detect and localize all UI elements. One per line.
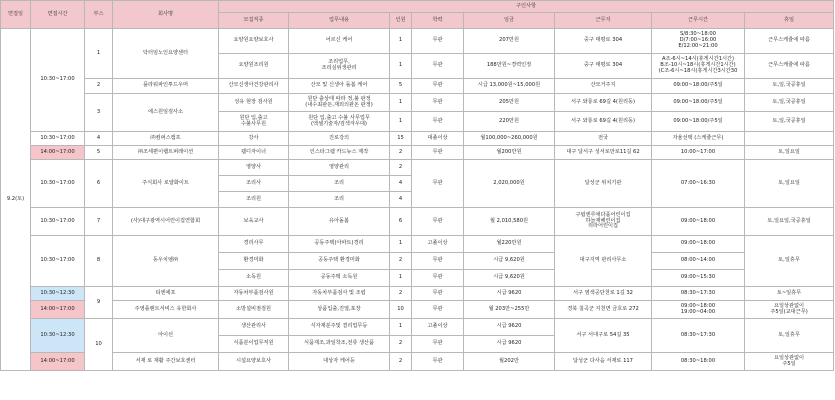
count-cell: 2 <box>390 160 412 176</box>
table-row <box>1 208 834 236</box>
table-row <box>1 79 834 94</box>
place-cell: 중구 태평로 304 <box>555 29 652 54</box>
count-cell: 1 <box>390 319 412 336</box>
count-cell: 1 <box>390 54 412 79</box>
work-cell: 원단 출상태 따라 정,불 판정 (내수최판돈,재외의판돈 판정) <box>289 94 390 112</box>
job-cell: 요양원조리원 <box>219 54 289 79</box>
wage-cell: 2,020,000원 <box>464 160 555 208</box>
hours-cell: 09:00~18:00 19:00~04:00 <box>652 301 745 319</box>
job-cell: 생산관리사 <box>219 319 289 336</box>
hours-cell: 09:00~18:00/주5일 <box>652 79 745 94</box>
company-cell: 동우치엠㈜ <box>113 236 219 287</box>
edu-cell: 고졸이상 <box>412 236 464 253</box>
job-cell: 원단 입,출고 수불사무원 <box>219 112 289 132</box>
edu-cell: 고졸이상 <box>412 319 464 336</box>
holiday-cell: 토,일요일,국공휴일 <box>745 208 834 236</box>
table-row <box>1 132 834 146</box>
count-cell: 10 <box>390 301 412 319</box>
work-cell: 조리업무, 조리실위생관리 <box>289 54 390 79</box>
job-cell: 환경미화 <box>219 253 289 270</box>
booth-cell: 10 <box>85 319 113 371</box>
header-count: 인원 <box>390 13 412 29</box>
count-cell: 6 <box>390 208 412 236</box>
edu-cell: 무관 <box>412 160 464 208</box>
hours-cell: 08:00~14:00 <box>652 253 745 270</box>
count-cell: 1 <box>390 29 412 54</box>
header-booth: 부스 <box>85 1 113 29</box>
work-cell: 공동주택 소독원 <box>289 270 390 287</box>
header-date: 면접일 <box>1 1 31 29</box>
place-cell: 달성군 다사읍 서재로 117 <box>555 353 652 371</box>
count-cell: 4 <box>390 176 412 192</box>
edu-cell: 무관 <box>412 336 464 353</box>
edu-cell: 무관 <box>412 270 464 287</box>
job-cell: 소독원 <box>219 270 289 287</box>
edu-cell: 무관 <box>412 94 464 112</box>
job-cell: 조리사 <box>219 176 289 192</box>
wage-cell: 월202만 <box>464 353 555 371</box>
job-cell: 경리사무 <box>219 236 289 253</box>
booth-cell: 6 <box>85 160 113 208</box>
company-cell: 서재 로 재활 주간보호센터 <box>113 353 219 371</box>
wage-cell: 월 2,010,580원 <box>464 208 555 236</box>
job-cell: 식품분이업무직원 <box>219 336 289 353</box>
work-cell: 영양관리 <box>289 160 390 176</box>
hours-cell: 08:30~17:30 <box>652 319 745 353</box>
time-cell: 10:30~17:00 <box>31 208 85 236</box>
holiday-cell: 요일상관없이 주5일 <box>745 353 834 371</box>
wage-cell: 205만원 <box>464 94 555 112</box>
job-cell: 조리원 <box>219 192 289 208</box>
place-cell: 대구지역 관리사무소 <box>555 236 652 287</box>
time-cell: 10:30~12:30 <box>31 319 85 353</box>
hours-cell: 07:00~16:30 <box>652 160 745 208</box>
holiday-cell: 토,일휴무 <box>745 236 834 287</box>
place-cell: 서구 서대구로 54길 35 <box>555 319 652 353</box>
table-row <box>1 353 834 371</box>
company-cell: 아이선 <box>113 319 219 353</box>
hours-cell: A조-6시~14시(휴게시간1시간) B조-10시~18시(휴게시간1시간) (C조-6시~18시(휴게시간3시간30 <box>652 54 745 79</box>
count-cell: 2 <box>390 146 412 160</box>
edu-cell: 무관 <box>412 208 464 236</box>
count-cell: 1 <box>390 270 412 287</box>
time-cell: 10:30~17:00 <box>31 29 85 132</box>
hours-cell: S/8:30~18:00 D/7:00~16:00 E/12:00~21:00 <box>652 29 745 54</box>
wage-cell: 월200만원 <box>464 146 555 160</box>
work-cell: 유아돌봄 <box>289 208 390 236</box>
edu-cell: 무관 <box>412 146 464 160</box>
count-cell: 1 <box>390 112 412 132</box>
count-cell: 4 <box>390 192 412 208</box>
job-cell: 강사 <box>219 132 289 146</box>
count-cell: 2 <box>390 287 412 301</box>
work-cell: 어르신 케어 <box>289 29 390 54</box>
booth-cell: 1 <box>85 29 113 79</box>
work-cell: 조리 <box>289 192 390 208</box>
booth-cell: 2 <box>85 79 113 94</box>
edu-cell: 대졸이상 <box>412 132 464 146</box>
edu-cell: 무관 <box>412 353 464 371</box>
work-cell: 대상자 케어등 <box>289 353 390 371</box>
holiday-cell: 토,일휴무 <box>745 319 834 353</box>
job-cell: 산모신생아건강관리사 <box>219 79 289 94</box>
work-cell: 조리 <box>289 176 390 192</box>
company-cell: 에스원임검사소 <box>113 94 219 132</box>
company-cell: 플라워파인투드우머 <box>113 79 219 94</box>
edu-cell: 무관 <box>412 79 464 94</box>
table-row <box>1 301 834 319</box>
wage-cell: 220만원 <box>464 112 555 132</box>
count-cell: 2 <box>390 353 412 371</box>
holiday-cell: 토~일휴무 <box>745 287 834 301</box>
work-cell: 진로강의 <box>289 132 390 146</box>
count-cell: 1 <box>390 94 412 112</box>
edu-cell: 무관 <box>412 253 464 270</box>
booth-cell: 4 <box>85 132 113 146</box>
work-cell: 자동차부품검사 및 조립 <box>289 287 390 301</box>
work-cell: 상품입출,진열,포장 <box>289 301 390 319</box>
holiday-cell: 토,일,국공휴일 <box>745 79 834 94</box>
time-cell: 14:00~17:00 <box>31 301 85 319</box>
work-cell: 인스타그램 카드뉴스 제작 <box>289 146 390 160</box>
company-cell: 주식회사 로얄화이트 <box>113 160 219 208</box>
job-cell: 성유 현장 검사원 <box>219 94 289 112</box>
table-row <box>1 146 834 160</box>
wage-cell: 월100,000~260,000원 <box>464 132 555 146</box>
header-holiday: 휴일 <box>745 13 834 29</box>
place-cell: 서구 와룡로 69길 4(원리동) <box>555 94 652 112</box>
table-row <box>1 319 834 336</box>
hours-cell: 08:30~18:00 <box>652 353 745 371</box>
booth-cell: 3 <box>85 94 113 132</box>
wage-cell: 시급 9620 <box>464 319 555 336</box>
company-cell: 티엔에프 <box>113 287 219 301</box>
place-cell: 산모거주지 <box>555 79 652 94</box>
count-cell: 1 <box>390 236 412 253</box>
holiday-cell <box>745 132 834 146</box>
work-cell: 원단 입,출고 수불 사무업무 (엑셀기술자/검색자우대) <box>289 112 390 132</box>
place-cell: 구립엔루애다품어린이집 하늘재해린이집 리라어린이집 <box>555 208 652 236</box>
header-group: 구인사항 <box>219 1 834 13</box>
job-cell: 시설요양보호사 <box>219 353 289 371</box>
booth-cell: 7 <box>85 208 113 236</box>
hours-cell: 자율선택 (스케쥴근무) <box>652 132 745 146</box>
booth-cell: 5 <box>85 146 113 160</box>
place-cell: 달성군 위치기관 <box>555 160 652 208</box>
edu-cell: 무관 <box>412 301 464 319</box>
table-row <box>1 29 834 54</box>
header-company: 회사명 <box>113 1 219 29</box>
time-cell: 10:30~12:30 <box>31 287 85 301</box>
work-cell: 공동주택(아파트)경리 <box>289 236 390 253</box>
job-cell: 영양사 <box>219 160 289 176</box>
header-wage: 임금 <box>464 13 555 29</box>
wage-cell: 월220만원 <box>464 236 555 253</box>
work-cell: 식품재조,과일착조,전류 생산품 <box>289 336 390 353</box>
company-cell: ㈜조세편이랩트퍼레이션 <box>113 146 219 160</box>
wage-cell: 시급 9,620원 <box>464 270 555 287</box>
wage-cell: 207만원 <box>464 29 555 54</box>
time-cell: 14:00~17:00 <box>31 353 85 371</box>
booth-cell: 9 <box>85 287 113 319</box>
holiday-cell: 근무스케쥴에 따름 <box>745 54 834 79</box>
hours-cell: 09:00~18:00/주5일 <box>652 94 745 112</box>
holiday-cell: 요일상관없이 주5일(교대근무) <box>745 301 834 319</box>
header-job: 모집직종 <box>219 13 289 29</box>
job-cell: 자동차부품검사원 <box>219 287 289 301</box>
edu-cell: 무관 <box>412 112 464 132</box>
table-row <box>1 287 834 301</box>
wage-cell: 시급 9620 <box>464 287 555 301</box>
company-cell: (사)대구광역시어린이집연합회 <box>113 208 219 236</box>
wage-cell: 시급 9620 <box>464 336 555 353</box>
job-cell: 요양원요양보호사 <box>219 29 289 54</box>
count-cell: 15 <box>390 132 412 146</box>
header-edu: 학력 <box>412 13 464 29</box>
work-cell: 산모 및 신생아 돌봄 케어 <box>289 79 390 94</box>
place-cell: 서구 와룡로 69길 4(원리동) <box>555 112 652 132</box>
holiday-cell: 토,일,국공휴일 <box>745 112 834 132</box>
job-cell: 웹디자이너 <box>219 146 289 160</box>
time-cell: 10:30~17:00 <box>31 236 85 287</box>
count-cell: 5 <box>390 79 412 94</box>
hours-cell: 09:00~18:00 <box>652 208 745 236</box>
company-cell: 닥터임노인요양센터 <box>113 29 219 79</box>
holiday-cell: 근무스케쥴에 따름 <box>745 29 834 54</box>
holiday-cell: 토,일,국공휴일 <box>745 94 834 112</box>
table-row <box>1 94 834 112</box>
wage-cell: 시급 9,620원 <box>464 253 555 270</box>
time-cell: 10:30~17:00 <box>31 160 85 208</box>
time-cell: 14:00~17:00 <box>31 146 85 160</box>
place-cell: 경북 칠곡군 지천면 금호로 272 <box>555 301 652 319</box>
company-cell: ㈜컴퍼스캠프 <box>113 132 219 146</box>
table-row <box>1 236 834 253</box>
wage-cell: 188만원~경력인정 <box>464 54 555 79</box>
hours-cell: 08:30~17:30 <box>652 287 745 301</box>
edu-cell: 무관 <box>412 29 464 54</box>
holiday-cell: 토,일요일 <box>745 146 834 160</box>
header-work: 업무내용 <box>289 13 390 29</box>
company-cell: 주영플랜트서비스 유한회사 <box>113 301 219 319</box>
wage-cell: 시급 13,000원~15,000원 <box>464 79 555 94</box>
place-cell: 대구 달서구 성서로만로11길 62 <box>555 146 652 160</box>
header-hours: 근무시간 <box>652 13 745 29</box>
hours-cell: 09:00~18:00/주5일 <box>652 112 745 132</box>
job-cell: 보육교사 <box>219 208 289 236</box>
hours-cell: 10:00~17:00 <box>652 146 745 160</box>
hours-cell: 09:00~18:00 <box>652 236 745 253</box>
edu-cell: 무관 <box>412 54 464 79</box>
job-cell: 소방설비점검원 <box>219 301 289 319</box>
place-cell: 서구 염색공단천로 1길 32 <box>555 287 652 301</box>
hours-cell: 09:00~15:30 <box>652 270 745 287</box>
time-cell: 10:30~17:00 <box>31 132 85 146</box>
header-place: 근무지 <box>555 13 652 29</box>
wage-cell: 월 203만~255만 <box>464 301 555 319</box>
date-cell: 9.2(토) <box>1 29 31 371</box>
work-cell: 식자재분주및 결리업무등 <box>289 319 390 336</box>
holiday-cell: 토,일요일 <box>745 160 834 208</box>
place-cell: 전국 <box>555 132 652 146</box>
count-cell: 2 <box>390 336 412 353</box>
work-cell: 공동주택 환경미화 <box>289 253 390 270</box>
count-cell: 2 <box>390 253 412 270</box>
place-cell: 중구 태평로 304 <box>555 54 652 79</box>
table-row <box>1 160 834 176</box>
edu-cell: 무관 <box>412 287 464 301</box>
booth-cell: 8 <box>85 236 113 287</box>
header-time: 면접시간 <box>31 1 85 29</box>
